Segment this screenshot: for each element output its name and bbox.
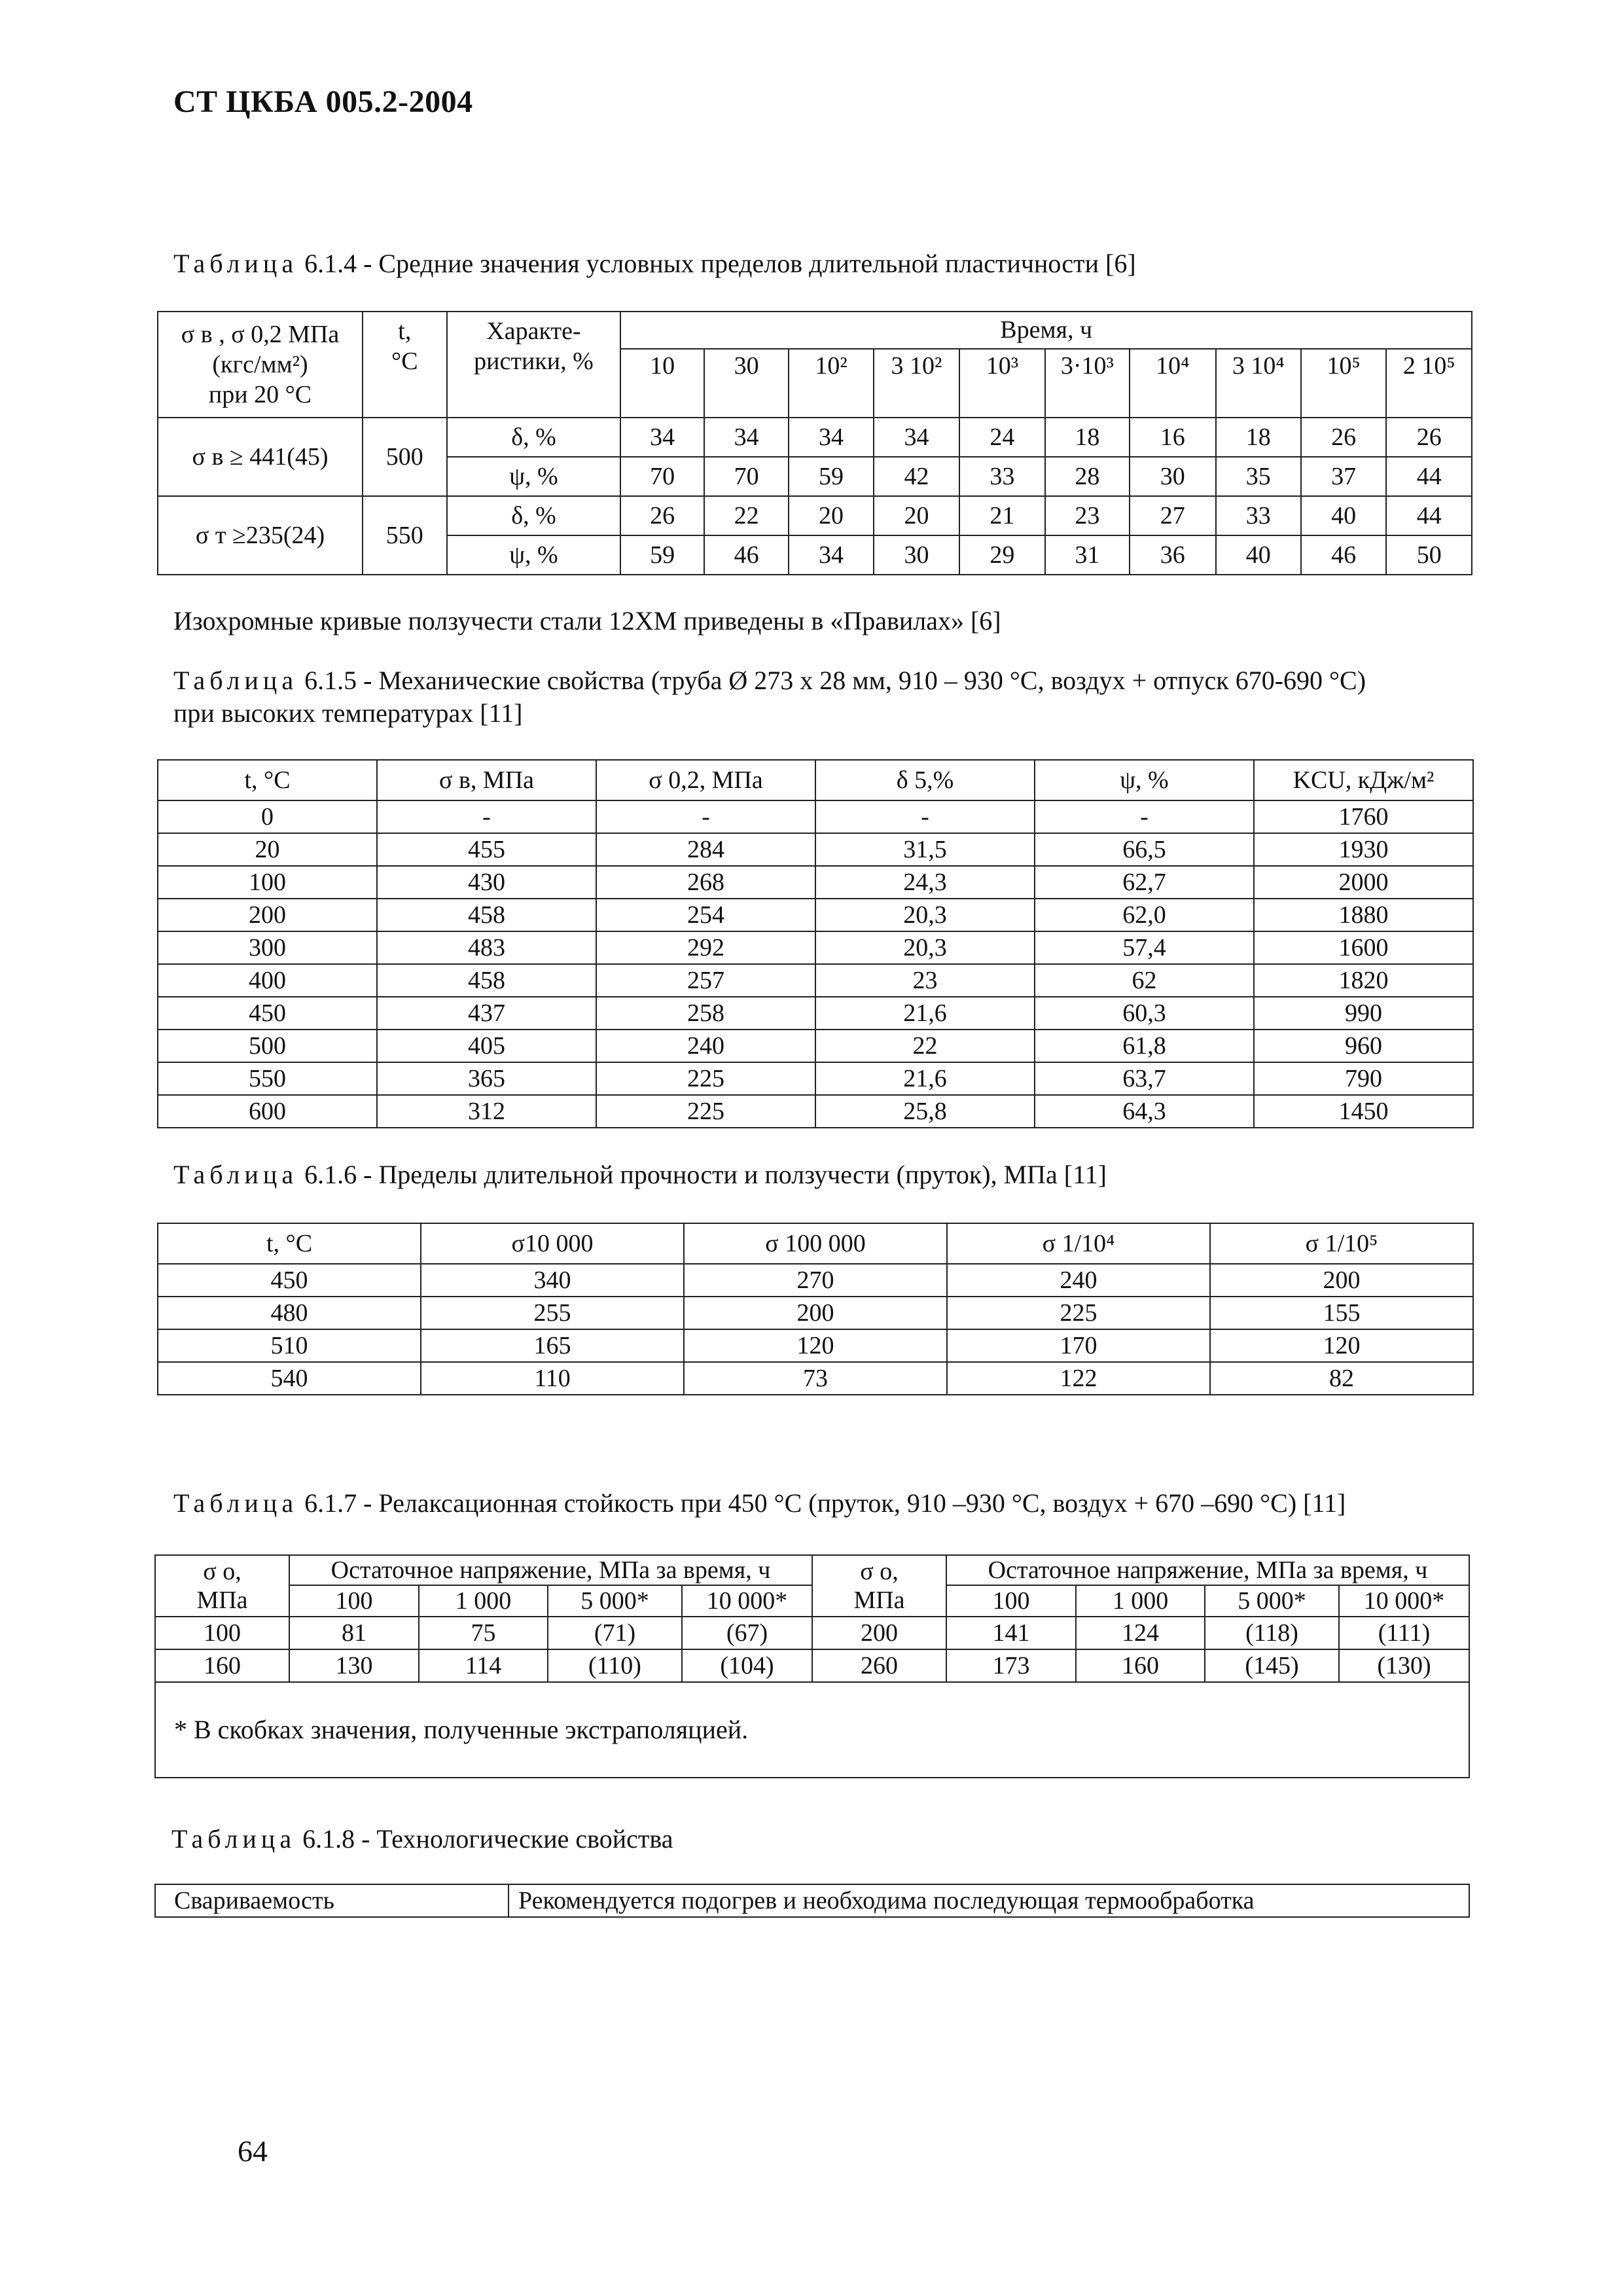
- table-6-1-7-caption: [173, 1487, 1346, 1520]
- table-6-1-7: [154, 1554, 1470, 1778]
- sigma-header-cell: [812, 1555, 946, 1617]
- cell: 23: [815, 964, 1035, 997]
- sigma-header-line3: при 20 °С: [208, 381, 312, 408]
- sigma-header-line1: σ о,: [860, 1558, 899, 1585]
- value-cell: 40: [1216, 535, 1301, 575]
- value-cell: 21: [959, 496, 1044, 535]
- value-cell: 20: [789, 496, 873, 535]
- value-cell: 44: [1386, 457, 1472, 496]
- time-cell: 10: [620, 349, 704, 418]
- cell: 365: [377, 1062, 596, 1095]
- value-cell: 70: [620, 457, 704, 496]
- cell: 450: [158, 1264, 421, 1297]
- cell: 64,3: [1035, 1095, 1254, 1128]
- cell: 550: [158, 1062, 377, 1095]
- cell: 82: [1210, 1362, 1473, 1395]
- cell: 130: [289, 1649, 419, 1682]
- cell: 340: [421, 1264, 684, 1297]
- value-cell: 16: [1130, 418, 1215, 457]
- sigma-header-line2: МПа: [853, 1587, 905, 1614]
- char-cell: δ, %: [447, 496, 621, 535]
- value-cell: 30: [1130, 457, 1215, 496]
- cell: 225: [596, 1062, 815, 1095]
- cell: 20: [158, 833, 377, 866]
- cell: 120: [1210, 1329, 1473, 1362]
- value-cell: 34: [874, 418, 959, 457]
- table-row: [158, 1362, 1473, 1395]
- cell: -: [596, 800, 815, 833]
- sigma-header-line2: МПа: [196, 1587, 248, 1614]
- cell: 114: [419, 1649, 548, 1682]
- table-row: [158, 418, 1472, 457]
- value-cell: 26: [1301, 418, 1386, 457]
- cell: 22: [815, 1030, 1035, 1062]
- cell: 600: [158, 1095, 377, 1128]
- time-cell: 1 000: [1076, 1585, 1205, 1617]
- cell: 141: [946, 1617, 1076, 1649]
- cell: 1880: [1254, 899, 1473, 931]
- residual-stress-header: Остаточное напряжение, МПа за время, ч: [946, 1555, 1469, 1585]
- cell: 124: [1076, 1617, 1205, 1649]
- value-cell: 46: [704, 535, 789, 575]
- cell: 100: [155, 1617, 289, 1649]
- cell: 100: [158, 866, 377, 899]
- value-cell: 59: [620, 535, 704, 575]
- sigma-header-line1: σ о,: [203, 1558, 241, 1585]
- sigma-header-line2: (кгс/мм²): [212, 351, 308, 378]
- cell: 160: [1076, 1649, 1205, 1682]
- value-cell: 42: [874, 457, 959, 496]
- cell: 25,8: [815, 1095, 1035, 1128]
- cell: 173: [946, 1649, 1076, 1682]
- value-cell: 24: [959, 418, 1044, 457]
- cell: 483: [377, 931, 596, 964]
- cell: 292: [596, 931, 815, 964]
- cell: 1820: [1254, 964, 1473, 997]
- table-row: [158, 800, 1473, 833]
- time-cell: 5 000*: [548, 1585, 682, 1617]
- time-cell: 10²: [789, 349, 873, 418]
- column-header: σ 1/10⁴: [947, 1223, 1210, 1264]
- caption-word: Таблица: [173, 666, 298, 695]
- cell: 260: [812, 1649, 946, 1682]
- caption-word: Таблица: [171, 1824, 296, 1854]
- column-header: σ 100 000: [684, 1223, 947, 1264]
- table-row: [158, 1264, 1473, 1297]
- cell: 1760: [1254, 800, 1473, 833]
- cell: 57,4: [1035, 931, 1254, 964]
- value-cell: 37: [1301, 457, 1386, 496]
- value-cell: 35: [1216, 457, 1301, 496]
- cell: 200: [684, 1297, 947, 1329]
- sigma-header-cell: [158, 312, 363, 418]
- cell: 1930: [1254, 833, 1473, 866]
- cell: 60,3: [1035, 997, 1254, 1030]
- char-cell: δ, %: [447, 418, 621, 457]
- table-row: [158, 1297, 1473, 1329]
- value-cell: 36: [1130, 535, 1215, 575]
- table-row: [158, 997, 1473, 1030]
- time-cell: 3·10³: [1045, 349, 1130, 418]
- cell: 500: [158, 1030, 377, 1062]
- caption-text: - Механические свойства (труба Ø 273 х 28 мм, 910 – 930 °С, воздух + отпуск 670-690 °С): [357, 666, 1366, 695]
- table-6-1-4-caption: [173, 247, 1136, 280]
- caption-text: - Технологические свойства: [355, 1824, 673, 1854]
- cell: 540: [158, 1362, 421, 1395]
- value-cell: 26: [1386, 418, 1472, 457]
- group-label: σ в ≥ 441(45): [158, 418, 363, 496]
- caption-number: 6.1.6: [304, 1160, 357, 1189]
- caption-number: 6.1.5: [304, 666, 357, 695]
- cell: 62,7: [1035, 866, 1254, 899]
- cell: 458: [377, 964, 596, 997]
- cell: 66,5: [1035, 833, 1254, 866]
- cell: (118): [1205, 1617, 1339, 1649]
- column-header: t, °С: [158, 760, 377, 800]
- cell: 405: [377, 1030, 596, 1062]
- caption-number: 6.1.4: [304, 249, 357, 278]
- cell: (130): [1339, 1649, 1469, 1682]
- cell: 61,8: [1035, 1030, 1254, 1062]
- cell: 225: [596, 1095, 815, 1128]
- value-cell: 31: [1045, 535, 1130, 575]
- column-header: t, °С: [158, 1223, 421, 1264]
- value-cell: 33: [959, 457, 1044, 496]
- time-cell: 100: [289, 1585, 419, 1617]
- cell: (111): [1339, 1617, 1469, 1649]
- cell: 120: [684, 1329, 947, 1362]
- cell: 458: [377, 899, 596, 931]
- cell: 62,0: [1035, 899, 1254, 931]
- time-cell: 1 000: [419, 1585, 548, 1617]
- cell: 200: [1210, 1264, 1473, 1297]
- cell: 73: [684, 1362, 947, 1395]
- column-header: σ в, МПа: [377, 760, 596, 800]
- temp-header-line2: °С: [391, 348, 418, 375]
- value-cell: 46: [1301, 535, 1386, 575]
- cell: 110: [421, 1362, 684, 1395]
- page-number: 64: [238, 2134, 268, 2168]
- sigma-header-cell: [155, 1555, 289, 1617]
- table-6-1-8: [154, 1884, 1470, 1918]
- residual-stress-header: Остаточное напряжение, МПа за время, ч: [289, 1555, 812, 1585]
- cell: 450: [158, 997, 377, 1030]
- table-6-1-5: [157, 759, 1474, 1128]
- table-6-1-4: [157, 311, 1472, 575]
- group-label: σ т ≥235(24): [158, 496, 363, 575]
- char-header-line2: ристики, %: [474, 348, 594, 375]
- value-cell: 22: [704, 496, 789, 535]
- table-row: [158, 833, 1473, 866]
- cell: 284: [596, 833, 815, 866]
- time-cell: 5 000*: [1205, 1585, 1339, 1617]
- table-row: [158, 866, 1473, 899]
- value-cell: 50: [1386, 535, 1472, 575]
- cell: (110): [548, 1649, 682, 1682]
- cell: 1600: [1254, 931, 1473, 964]
- time-cell: 10⁴: [1130, 349, 1215, 418]
- cell: 2000: [1254, 866, 1473, 899]
- cell: 790: [1254, 1062, 1473, 1095]
- cell: 21,6: [815, 997, 1035, 1030]
- table-6-1-8-caption: [171, 1823, 673, 1856]
- time-cell: 10 000*: [682, 1585, 812, 1617]
- table-row: [158, 1095, 1473, 1128]
- table-row: [158, 931, 1473, 964]
- value-cell: 20: [874, 496, 959, 535]
- caption-number: 6.1.7: [304, 1488, 357, 1518]
- cell: 300: [158, 931, 377, 964]
- cell: 480: [158, 1297, 421, 1329]
- temp-cell: 550: [363, 496, 446, 575]
- value-cell: 40: [1301, 496, 1386, 535]
- column-header: σ 1/10⁵: [1210, 1223, 1473, 1264]
- cell: 1450: [1254, 1095, 1473, 1128]
- time-header: Время, ч: [620, 312, 1472, 349]
- cell: 257: [596, 964, 815, 997]
- cell: 200: [812, 1617, 946, 1649]
- table-row: [158, 1329, 1473, 1362]
- cell: 170: [947, 1329, 1210, 1362]
- cell: 255: [421, 1297, 684, 1329]
- time-cell: 10³: [959, 349, 1044, 418]
- cell: 258: [596, 997, 815, 1030]
- char-cell: ψ, %: [447, 457, 621, 496]
- table-row: [158, 899, 1473, 931]
- cell: 240: [947, 1264, 1210, 1297]
- cell: 62: [1035, 964, 1254, 997]
- cell: 437: [377, 997, 596, 1030]
- cell: (145): [1205, 1649, 1339, 1682]
- cell: 24,3: [815, 866, 1035, 899]
- value-cell: 18: [1216, 418, 1301, 457]
- time-cell: 2 10⁵: [1386, 349, 1472, 418]
- caption-number: 6.1.8: [302, 1824, 355, 1854]
- time-cell: 10 000*: [1339, 1585, 1469, 1617]
- cell: 430: [377, 866, 596, 899]
- value-cell: 44: [1386, 496, 1472, 535]
- caption-text: - Релаксационная стойкость при 450 °С (пруток, 910 –930 °С, воздух + 670 –690 °С) [11]: [357, 1488, 1346, 1518]
- caption-word: Таблица: [173, 1160, 298, 1189]
- cell: 31,5: [815, 833, 1035, 866]
- table-row: [155, 1649, 1469, 1682]
- value-cell: 30: [874, 535, 959, 575]
- column-header: σ 0,2, МПа: [596, 760, 815, 800]
- cell: 270: [684, 1264, 947, 1297]
- table-6-1-6-caption: [173, 1158, 1107, 1191]
- table-row: [155, 1617, 1469, 1649]
- note-12xm: Изохромные кривые ползучести стали 12ХМ приведены в «Правилах» [6]: [173, 606, 1001, 636]
- value-cell: 26: [620, 496, 704, 535]
- cell: 155: [1210, 1297, 1473, 1329]
- cell: 312: [377, 1095, 596, 1128]
- time-cell: 100: [946, 1585, 1076, 1617]
- value-cell: 70: [704, 457, 789, 496]
- cell: 20,3: [815, 931, 1035, 964]
- char-cell: ψ, %: [447, 535, 621, 575]
- cell: -: [815, 800, 1035, 833]
- column-header: σ10 000: [421, 1223, 684, 1264]
- cell: 63,7: [1035, 1062, 1254, 1095]
- value-cell: 27: [1130, 496, 1215, 535]
- value-cell: 34: [789, 418, 873, 457]
- footnote-cell: * В скобках значения, полученные экстраполяцией.: [155, 1682, 1469, 1778]
- time-cell: 30: [704, 349, 789, 418]
- table-header-row: [158, 1223, 1473, 1264]
- column-header: ψ, %: [1035, 760, 1254, 800]
- property-name: Свариваемость: [155, 1884, 508, 1917]
- char-header-line1: Характе-: [486, 317, 581, 345]
- table-6-1-6: [157, 1223, 1474, 1395]
- cell: 165: [421, 1329, 684, 1362]
- cell: 990: [1254, 997, 1473, 1030]
- property-value: Рекомендуется подогрев и необходима последующая термообработка: [508, 1884, 1469, 1917]
- cell: 0: [158, 800, 377, 833]
- table-row: [158, 1062, 1473, 1095]
- char-header-cell: [447, 312, 621, 418]
- value-cell: 59: [789, 457, 873, 496]
- cell: 122: [947, 1362, 1210, 1395]
- caption-word: Таблица: [173, 249, 298, 278]
- cell: 510: [158, 1329, 421, 1362]
- temp-cell: 500: [363, 418, 446, 496]
- table-row: [155, 1884, 1469, 1917]
- cell: 160: [155, 1649, 289, 1682]
- cell: 225: [947, 1297, 1210, 1329]
- document-header: СТ ЦКБА 005.2-2004: [173, 84, 473, 119]
- cell: 20,3: [815, 899, 1035, 931]
- cell: (67): [682, 1617, 812, 1649]
- caption-text: - Средние значения условных пределов длительной пластичности [6]: [357, 249, 1136, 278]
- temp-header-cell: [363, 312, 446, 418]
- table-header-row: [158, 760, 1473, 800]
- cell: 400: [158, 964, 377, 997]
- value-cell: 28: [1045, 457, 1130, 496]
- cell: -: [1035, 800, 1254, 833]
- cell: (104): [682, 1649, 812, 1682]
- time-cell: 10⁵: [1301, 349, 1386, 418]
- temp-header-line1: t,: [398, 317, 412, 345]
- value-cell: 34: [620, 418, 704, 457]
- caption-text-line2: при высоких температурах [11]: [173, 698, 523, 728]
- time-cell: 3 10²: [874, 349, 959, 418]
- value-cell: 18: [1045, 418, 1130, 457]
- cell: 75: [419, 1617, 548, 1649]
- cell: -: [377, 800, 596, 833]
- table-row: [158, 1030, 1473, 1062]
- cell: 81: [289, 1617, 419, 1649]
- sigma-header-line1: σ в , σ 0,2 МПа: [181, 321, 340, 348]
- column-header: KCU, кДж/м²: [1254, 760, 1473, 800]
- cell: 268: [596, 866, 815, 899]
- table-row: [158, 496, 1472, 535]
- cell: 200: [158, 899, 377, 931]
- cell: (71): [548, 1617, 682, 1649]
- table-row: [158, 964, 1473, 997]
- time-cell: 3 10⁴: [1216, 349, 1301, 418]
- value-cell: 29: [959, 535, 1044, 575]
- cell: 254: [596, 899, 815, 931]
- value-cell: 23: [1045, 496, 1130, 535]
- value-cell: 33: [1216, 496, 1301, 535]
- value-cell: 34: [704, 418, 789, 457]
- value-cell: 34: [789, 535, 873, 575]
- cell: 960: [1254, 1030, 1473, 1062]
- cell: 240: [596, 1030, 815, 1062]
- cell: 21,6: [815, 1062, 1035, 1095]
- cell: 455: [377, 833, 596, 866]
- table-6-1-5-caption: [173, 664, 1366, 730]
- column-header: δ 5,%: [815, 760, 1035, 800]
- caption-word: Таблица: [173, 1488, 298, 1518]
- caption-text: - Пределы длительной прочности и ползучести (пруток), МПа [11]: [357, 1160, 1107, 1189]
